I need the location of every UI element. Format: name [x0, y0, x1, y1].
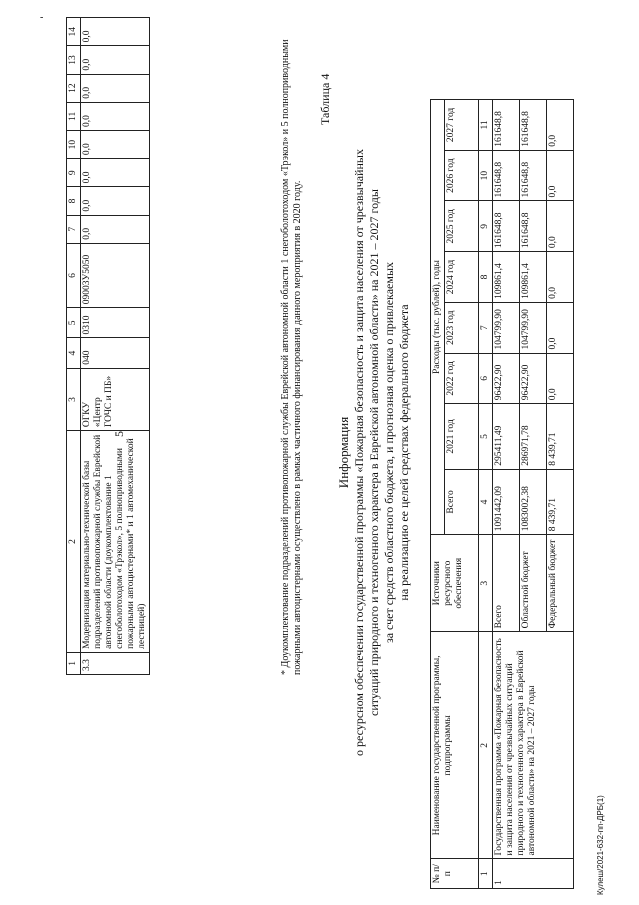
subtitle-line: о ресурсном обеспечении государственной программы «Пожарная безопасность и защита населения от чрезвычайных	[352, 149, 366, 756]
row-c9: 0,0	[81, 159, 150, 187]
row-total: 1091442,09	[493, 469, 520, 534]
program-name: Государственная программа «Пожарная безопасность и защита населения от чрезвычайных ситуаций природного и техногенного характера в Еврейской автономной области» на 2021 – 2027 годы	[493, 632, 574, 859]
row-value: 96422,90	[520, 353, 547, 404]
col-num: 7	[67, 215, 81, 243]
row-c13: 0,0	[81, 46, 150, 74]
row-value: 161648,8	[520, 150, 547, 201]
table4	[430, 99, 574, 889]
row-executor: ОГКУ «Центр ГОЧС и ПБ»	[81, 368, 150, 430]
row-value: 8 439,71	[547, 404, 574, 469]
row-total: 8 439,71	[547, 469, 574, 534]
col-num: 3	[67, 368, 81, 430]
col-num: 9	[479, 201, 493, 252]
col-num: 10	[479, 150, 493, 201]
col-num: 12	[67, 74, 81, 102]
row-value: 161648,8	[493, 201, 520, 252]
row-c5: 0310	[81, 308, 150, 338]
hdr-year: 2022 год	[445, 353, 479, 404]
table3-col-numbers	[67, 18, 81, 675]
row-value: 286971,78	[520, 404, 547, 469]
col-num: 7	[479, 302, 493, 353]
hdr-name: Наименование государственной программы, подпрограммы	[431, 632, 479, 859]
col-num: 11	[67, 102, 81, 130]
col-num: 9	[67, 159, 81, 187]
row-value: 0,0	[547, 201, 574, 252]
row-value: 161648,8	[493, 100, 520, 151]
table3-footnote: * Доукомплектование подразделений противопожарной службы Еврейской автономной области 1 снегоболотоходом «Трэкол» и 5 полноприводными пожарными автоцистернами осуществлено в рамках частичного финансирования данного мероприятия в 2020 году.	[280, 39, 303, 675]
hdr-source: Источники ресурсного обеспечения	[431, 535, 479, 632]
col-num: 6	[67, 243, 81, 307]
col-num: 4	[479, 469, 493, 534]
row-value: 161648,8	[520, 201, 547, 252]
row-c8: 0,0	[81, 187, 150, 215]
row-name: Модернизация материально-технической базы подразделений противопожарной службы Еврейской автономной области (доукомплектование 1 снегоболотоходом «Трэкол», 5 полноприводными пожарными автоцистернами* и 1 автомеханической лестницей)	[81, 431, 150, 653]
table4-row-total	[493, 100, 520, 889]
col-num: 8	[479, 252, 493, 303]
subtitle-line: ситуаций природного и техногенного характера в Еврейской автономной области» на 2021 – 2027 годы	[367, 189, 381, 716]
hdr-year: 2024 год	[445, 252, 479, 303]
hdr-total: Всего	[445, 469, 479, 534]
row-c6: 09003У5050	[81, 243, 150, 307]
row-c11: 0,0	[81, 102, 150, 130]
subtitle-line: на реализацию ее целей средствах федерального бюджета	[397, 304, 411, 601]
col-num: 3	[479, 535, 493, 632]
col-num: 6	[479, 353, 493, 404]
table3-row	[81, 18, 150, 675]
table4-title: Информация	[336, 416, 351, 489]
row-value: 295411,49	[493, 404, 520, 469]
row-c4: 040	[81, 338, 150, 368]
hdr-num: № п/ п	[431, 859, 479, 889]
row-total: 1083002,38	[520, 469, 547, 534]
table3	[66, 17, 150, 675]
col-num: 2	[67, 431, 81, 653]
row-value: 104799,90	[493, 302, 520, 353]
corner-mark-2: -	[80, 12, 84, 23]
row-value: 0,0	[547, 302, 574, 353]
row-value: 109861,4	[493, 252, 520, 303]
hdr-year: 2026 год	[445, 150, 479, 201]
program-num: 1	[493, 859, 574, 889]
col-num: 4	[67, 338, 81, 368]
row-c14: 0,0	[81, 18, 150, 46]
hdr-year: 2027 год	[445, 100, 479, 151]
row-value: 0,0	[547, 100, 574, 151]
corner-mark: -	[40, 12, 44, 23]
table4-col-numbers	[479, 100, 493, 889]
row-c10: 0,0	[81, 130, 150, 158]
row-c12: 0,0	[81, 74, 150, 102]
table4-subtitle	[352, 0, 412, 905]
col-num: 8	[67, 187, 81, 215]
row-source: Федеральный бюджет	[547, 535, 574, 632]
col-num: 5	[479, 404, 493, 469]
page-number: 5	[112, 431, 126, 437]
row-source: Всего	[493, 535, 520, 632]
col-num: 11	[479, 100, 493, 151]
col-num: 5	[67, 308, 81, 338]
row-value: 161648,8	[493, 150, 520, 201]
row-value: 0,0	[547, 150, 574, 201]
col-num: 14	[67, 18, 81, 46]
row-value: 109861,4	[520, 252, 547, 303]
hdr-year: 2025 год	[445, 201, 479, 252]
side-code: Кулеш/2021-632-пп-ДРБ(1)	[596, 795, 605, 895]
row-num: 3.3	[81, 652, 150, 674]
row-value: 0,0	[547, 353, 574, 404]
hdr-expenses: Расходы (тыс. рублей), годы	[431, 100, 445, 535]
col-num: 10	[67, 130, 81, 158]
col-num: 1	[479, 859, 493, 889]
row-source: Областной бюджет	[520, 535, 547, 632]
row-value: 104799,90	[520, 302, 547, 353]
hdr-year: 2023 год	[445, 302, 479, 353]
col-num: 13	[67, 46, 81, 74]
col-num: 1	[67, 652, 81, 674]
row-value: 96422,90	[493, 353, 520, 404]
hdr-year: 2021 год	[445, 404, 479, 469]
subtitle-line: за счет средств областного бюджета, и прогнозная оценка о привлекаемых	[382, 261, 396, 644]
col-num: 2	[479, 632, 493, 859]
row-value: 161648,8	[520, 100, 547, 151]
row-value: 0,0	[547, 252, 574, 303]
table4-header-row-1	[431, 100, 445, 889]
table4-label: Таблица 4	[318, 73, 332, 125]
row-c7: 0,0	[81, 215, 150, 243]
